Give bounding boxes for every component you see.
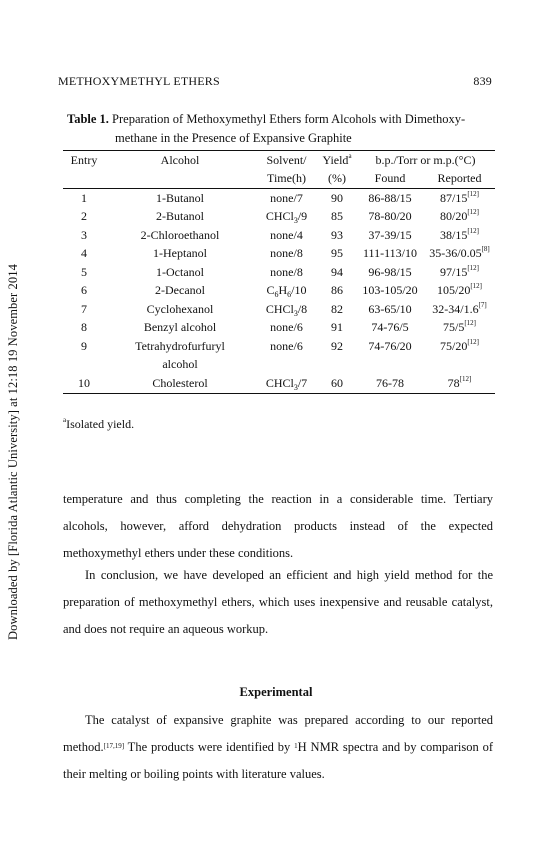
- table-footnote: [63, 417, 134, 432]
- yield-label: Yield: [322, 152, 349, 167]
- column-header-solvent: Solvent/: [255, 151, 318, 170]
- table-row: [63, 300, 495, 319]
- column-subheader-alcohol: [105, 170, 255, 189]
- table-header-row: [63, 151, 495, 170]
- cell-alcohol: 1-Butanol: [156, 190, 204, 205]
- cell-solvent: [255, 263, 318, 282]
- cell-entry: 9: [81, 338, 87, 353]
- reported-value: 32-34/1.6: [432, 301, 479, 316]
- solvent-time: $H_6/10$: [278, 283, 307, 300]
- cell-alcohol: 1-Heptanol: [153, 246, 207, 261]
- cell-reported: [424, 189, 495, 208]
- solvent-text: none/8: [270, 246, 303, 261]
- cell-yield: [318, 356, 356, 375]
- reported-reference: [12]: [459, 374, 472, 383]
- column-subheader-found: Found: [356, 170, 424, 189]
- reported-reference: [12]: [467, 337, 479, 346]
- table-row: [63, 374, 495, 393]
- solvent-text: none/6: [270, 338, 303, 353]
- cell-alcohol: 1-Octanol: [156, 264, 204, 279]
- footnote-mark: a: [63, 416, 67, 424]
- solvent-subscript: 6: [274, 290, 279, 300]
- running-header: [58, 74, 492, 89]
- reported-value: 87/15: [439, 190, 468, 205]
- cell-found: 63-65/10: [368, 301, 412, 316]
- cell-solvent: [255, 208, 318, 227]
- cell-solvent: [255, 356, 318, 375]
- cell-found: 96-98/15: [368, 264, 412, 279]
- cell-entry: [63, 356, 105, 375]
- experimental-heading: Experimental: [239, 685, 313, 699]
- column-header-yield: [318, 151, 356, 170]
- cell-entry: 1: [81, 190, 87, 205]
- cell-yield: 60: [318, 374, 356, 393]
- cell-found: [356, 356, 424, 375]
- solvent-text: none/7: [270, 190, 303, 205]
- cell-yield: 86: [331, 283, 343, 298]
- column-subheader-percent: (%): [318, 170, 356, 189]
- cell-found: 76-78: [356, 374, 424, 393]
- cell-solvent: [255, 337, 318, 356]
- table-row: [63, 189, 495, 208]
- cell-entry: 3: [81, 227, 87, 242]
- table-row: [63, 319, 495, 338]
- reported-value: 75/20: [439, 338, 468, 353]
- cell-solvent: [255, 189, 318, 208]
- solvent-text: none/8: [270, 264, 303, 279]
- cell-reported: [424, 245, 495, 264]
- cell-reported: [424, 263, 495, 282]
- cell-found: 74-76/20: [368, 338, 412, 353]
- table-row: [63, 356, 495, 375]
- experimental-citation: [17,19]: [103, 742, 125, 750]
- table-caption: [67, 110, 497, 148]
- cell-reported: [424, 319, 495, 338]
- cell-reported: [424, 282, 495, 301]
- nmr-superscript: 1: [294, 742, 298, 750]
- cell-found: 103-105/20: [362, 283, 418, 298]
- footnote-text: Isolated yield.: [66, 417, 135, 431]
- cell-entry: 10: [63, 374, 105, 393]
- cell-solvent: [255, 319, 318, 338]
- cell-found: 37-39/15: [368, 227, 412, 242]
- cell-reported: [424, 356, 495, 375]
- column-header-alcohol: Alcohol: [105, 151, 255, 170]
- cell-alcohol: Cyclohexanol: [146, 301, 214, 316]
- cell-alcohol: 2-Butanol: [156, 209, 204, 224]
- cell-entry: 5: [81, 264, 87, 279]
- cell-reported: [424, 374, 495, 393]
- table-row: [63, 337, 495, 356]
- table-row: [63, 226, 495, 245]
- solvent-subscript: 6: [287, 290, 292, 300]
- table-caption-label: Table 1.: [67, 112, 109, 126]
- reported-reference: [12]: [467, 189, 479, 198]
- column-subheader-time: Time(h): [255, 170, 318, 189]
- cell-reported: [424, 337, 495, 356]
- page-number: 839: [473, 74, 492, 88]
- cell-alcohol: Benzyl alcohol: [143, 320, 217, 335]
- cell-reported: [424, 300, 495, 319]
- experimental-text-b: The products were identified by: [124, 740, 295, 754]
- cell-yield: 82: [331, 301, 343, 316]
- cell-yield: 94: [331, 264, 343, 279]
- table-row: [63, 282, 495, 301]
- table-row: [63, 263, 495, 282]
- solvent-text: CHCl: [265, 375, 294, 390]
- cell-solvent: [255, 226, 318, 245]
- cell-solvent: [255, 300, 318, 319]
- reported-reference: [8]: [481, 245, 490, 254]
- solvent-subscript: 3: [293, 308, 298, 318]
- column-header-entry: Entry: [63, 151, 105, 170]
- column-subheader-reported: Reported: [424, 170, 495, 189]
- cell-alcohol: Cholesterol: [105, 374, 255, 393]
- table-subheader-row: [63, 170, 495, 189]
- cell-alcohol: Tetrahydrofurfuryl: [135, 338, 225, 353]
- reported-value: 80/20: [439, 209, 468, 224]
- reported-reference: [12]: [470, 282, 482, 291]
- reported-value: 78: [447, 375, 460, 390]
- reported-value: 38/15: [439, 227, 468, 242]
- solvent-text: CHCl: [265, 209, 294, 224]
- table-row: [63, 208, 495, 227]
- paragraph-conclusion: In conclusion, we have developed an efficient and high yield method for the preparation of methoxymethyl ethers, which uses inexpensive and reusable catalyst, and does not require an aqueous workup.: [63, 568, 493, 636]
- cell-entry: 6: [81, 283, 87, 298]
- solvent-time: /9: [297, 209, 308, 224]
- reported-reference: [12]: [467, 226, 479, 235]
- cell-solvent: [255, 282, 318, 301]
- solvent-text: none/6: [270, 320, 303, 335]
- reported-reference: [12]: [467, 208, 479, 217]
- table-caption-line2: methane in the Presence of Expansive Graphite: [115, 131, 352, 145]
- reported-value: 75/5: [442, 320, 465, 335]
- cell-yield: 93: [331, 227, 343, 242]
- paragraph-experimental: [63, 707, 493, 788]
- cell-yield: 91: [331, 320, 343, 335]
- table-row: [63, 245, 495, 264]
- reported-reference: [7]: [478, 300, 487, 309]
- solvent-text: C: [266, 283, 275, 298]
- cell-found: 74-76/5: [371, 320, 409, 335]
- solvent-time: /7: [297, 375, 308, 390]
- experimental-text-a: The catalyst of expansive graphite was prepared according to our reported method.: [63, 713, 493, 754]
- cell-found: 86-88/15: [368, 190, 412, 205]
- cell-solvent: [255, 245, 318, 264]
- cell-reported: [424, 226, 495, 245]
- table-caption-line1: Preparation of Methoxymethyl Ethers form Alcohols with Dimethoxy-: [112, 112, 466, 126]
- experimental-text-c: H NMR spectra and by comparison of their melting or boiling points with literature values.: [63, 740, 493, 781]
- cell-entry: 4: [81, 246, 87, 261]
- running-title: METHOXYMETHYL ETHERS: [58, 74, 220, 88]
- cell-entry: 2: [81, 209, 87, 224]
- cell-found: 111-113/10: [363, 246, 417, 261]
- solvent-time: /8: [297, 301, 308, 316]
- reported-reference: [12]: [467, 263, 479, 272]
- cell-reported: [424, 208, 495, 227]
- cell-solvent: [255, 374, 318, 393]
- cell-alcohol: alcohol: [162, 357, 198, 372]
- cell-entry: 7: [81, 301, 87, 316]
- paragraph-tertiary-alcohols: temperature and thus completing the reaction in a considerable time. Tertiary alcohols, however, afford dehydration products instead of the expected methoxymethyl ethers under these conditions.: [63, 492, 493, 560]
- results-table: [63, 150, 495, 394]
- solvent-subscript: 3: [293, 216, 298, 226]
- cell-yield: 95: [331, 246, 343, 261]
- cell-yield: 90: [331, 190, 343, 205]
- cell-alcohol: 2-Decanol: [155, 283, 205, 298]
- solvent-subscript: 3: [293, 382, 298, 392]
- reported-reference: [12]: [464, 319, 476, 328]
- reported-value: 97/15: [439, 264, 468, 279]
- cell-entry: 8: [81, 320, 87, 335]
- solvent-text: CHCl: [265, 301, 294, 316]
- reported-value: 35-36/0.05: [429, 246, 482, 261]
- download-watermark: Downloaded by [Florida Atlantic University] at 12:18 19 November 2014: [6, 264, 20, 640]
- column-header-bp: b.p./Torr or m.p.(°C): [356, 151, 495, 170]
- cell-yield: 85: [331, 209, 343, 224]
- cell-found: 78-80/20: [368, 209, 412, 224]
- cell-yield: 92: [331, 338, 343, 353]
- solvent-text: none/4: [270, 227, 303, 242]
- reported-value: 105/20: [436, 283, 471, 298]
- column-subheader-entry: [63, 170, 105, 189]
- cell-alcohol: 2-Chloroethanol: [140, 227, 220, 242]
- yield-footnote-mark: a: [348, 151, 352, 160]
